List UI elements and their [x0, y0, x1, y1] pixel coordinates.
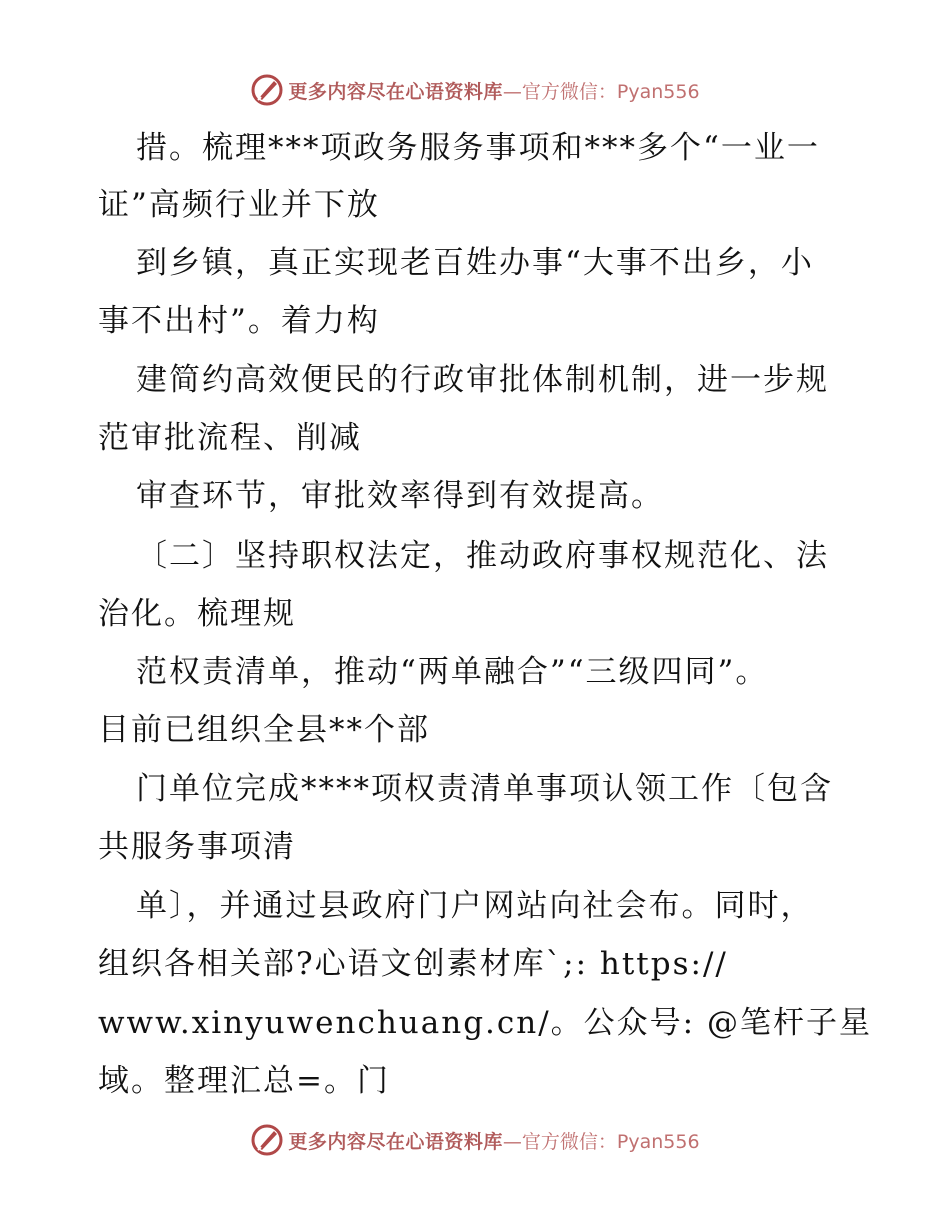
text-line: 单〕，并通过县政府门户网站向社会布。同时，: [136, 888, 814, 924]
text-line: 治化。梳理规: [98, 596, 296, 632]
text-line: 范权责清单，推动“两单融合”“三级四同”。: [136, 654, 769, 690]
footer-banner: [0, 1120, 950, 1160]
pen-feather-logo-icon: [250, 1123, 284, 1157]
text-line: www.xinyuwenchuang.cn/。公众号: @笔杆子星: [98, 1005, 872, 1041]
text-line: 目前已组织全县**个部: [98, 712, 430, 748]
text-line: 共服务事项清: [98, 829, 296, 865]
header-banner-text: 更多内容尽在心语资料库: [288, 80, 503, 103]
text-line: 〔二〕坚持职权法定，推动政府事权规范化、法: [136, 538, 829, 574]
footer-banner-text: 更多内容尽在心语资料库: [288, 1130, 503, 1153]
text-line: 事不出村”。着力构: [98, 303, 380, 339]
text-line: 审查环节，审批效率得到有效提高。: [136, 478, 664, 514]
text-line: 组织各相关部?心语文创素材库`;: https://: [98, 946, 728, 982]
text-line: 门单位完成****项权责清单事项认领工作〔包含: [136, 771, 833, 807]
text-line: 到乡镇，真正实现老百姓办事“大事不出乡，小: [136, 245, 814, 281]
text-line: 范审批流程、削减: [98, 420, 362, 456]
text-line: 措。梳理***项政务服务事项和***多个“一业一: [136, 130, 820, 166]
header-banner-contact: —官方微信：Pyan556: [502, 80, 700, 103]
text-line: 证”高频行业并下放: [98, 187, 380, 223]
text-line: 建简约高效便民的行政审批体制机制，进一步规: [136, 362, 829, 398]
footer-banner-contact: —官方微信：Pyan556: [502, 1130, 700, 1153]
text-line: 域。整理汇总=。门: [98, 1063, 390, 1099]
